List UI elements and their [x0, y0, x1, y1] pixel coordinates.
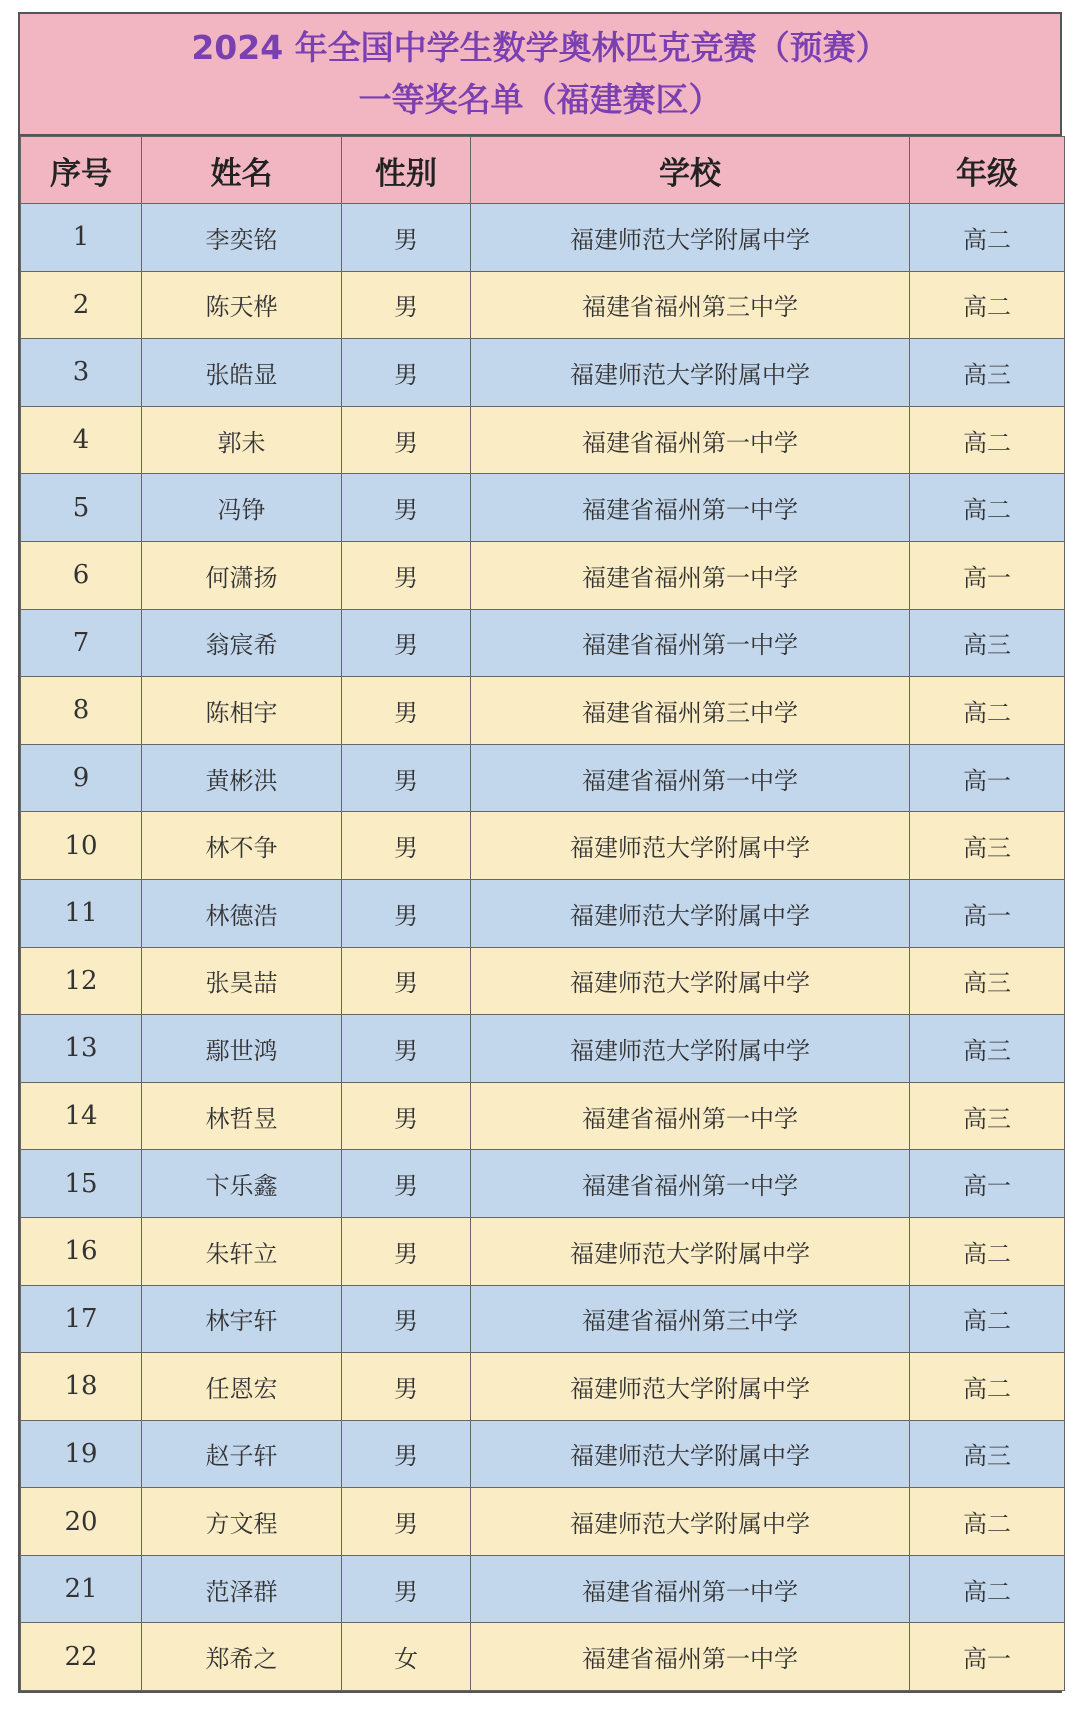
cell-index: 18 [21, 1353, 142, 1421]
cell-name: 张昊喆 [142, 947, 342, 1015]
cell-grade: 高一 [910, 744, 1065, 812]
header-school: 学校 [471, 137, 910, 204]
cell-gender: 女 [342, 1623, 471, 1691]
cell-index: 11 [21, 879, 142, 947]
cell-name: 范泽群 [142, 1555, 342, 1623]
cell-gender: 男 [342, 609, 471, 677]
cell-name: 郭未 [142, 406, 342, 474]
cell-grade: 高二 [910, 474, 1065, 542]
cell-grade: 高三 [910, 1015, 1065, 1083]
cell-index: 16 [21, 1217, 142, 1285]
cell-grade: 高一 [910, 541, 1065, 609]
cell-grade: 高二 [910, 1488, 1065, 1556]
cell-grade: 高二 [910, 204, 1065, 272]
cell-school: 福建省福州第一中学 [471, 541, 910, 609]
cell-grade: 高二 [910, 1285, 1065, 1353]
table-row [21, 1150, 1065, 1218]
table-row [21, 1488, 1065, 1556]
title-line-1: 2024 年全国中学生数学奥林匹克竞赛（预赛） [191, 28, 889, 67]
cell-school: 福建省福州第一中学 [471, 406, 910, 474]
cell-gender: 男 [342, 1015, 471, 1083]
table-row [21, 1420, 1065, 1488]
table-row [21, 204, 1065, 272]
cell-index: 6 [21, 541, 142, 609]
cell-name: 赵子轩 [142, 1420, 342, 1488]
cell-gender: 男 [342, 339, 471, 407]
cell-gender: 男 [342, 947, 471, 1015]
cell-name: 方文程 [142, 1488, 342, 1556]
table-row [21, 677, 1065, 745]
cell-index: 15 [21, 1150, 142, 1218]
table-row [21, 1353, 1065, 1421]
cell-name: 郑希之 [142, 1623, 342, 1691]
cell-grade: 高一 [910, 879, 1065, 947]
table-row [21, 1082, 1065, 1150]
cell-school: 福建师范大学附属中学 [471, 1217, 910, 1285]
cell-school: 福建师范大学附属中学 [471, 204, 910, 272]
cell-school: 福建省福州第一中学 [471, 609, 910, 677]
award-list-sheet [18, 12, 1062, 1693]
cell-gender: 男 [342, 406, 471, 474]
cell-name: 何潇扬 [142, 541, 342, 609]
cell-index: 8 [21, 677, 142, 745]
cell-name: 翁宸希 [142, 609, 342, 677]
table-row [21, 812, 1065, 880]
cell-index: 17 [21, 1285, 142, 1353]
cell-index: 7 [21, 609, 142, 677]
cell-gender: 男 [342, 541, 471, 609]
header-name: 姓名 [142, 137, 342, 204]
cell-school: 福建省福州第一中学 [471, 744, 910, 812]
award-table [20, 136, 1065, 1691]
cell-school: 福建省福州第三中学 [471, 677, 910, 745]
cell-index: 10 [21, 812, 142, 880]
cell-index: 22 [21, 1623, 142, 1691]
cell-gender: 男 [342, 1285, 471, 1353]
header-index: 序号 [21, 137, 142, 204]
cell-school: 福建省福州第三中学 [471, 271, 910, 339]
table-row [21, 1015, 1065, 1083]
cell-name: 陈相宇 [142, 677, 342, 745]
cell-name: 林宇轩 [142, 1285, 342, 1353]
cell-school: 福建师范大学附属中学 [471, 1488, 910, 1556]
cell-grade: 高三 [910, 609, 1065, 677]
cell-index: 5 [21, 474, 142, 542]
cell-gender: 男 [342, 812, 471, 880]
table-row [21, 339, 1065, 407]
cell-index: 21 [21, 1555, 142, 1623]
cell-grade: 高一 [910, 1623, 1065, 1691]
cell-name: 朱轩立 [142, 1217, 342, 1285]
cell-index: 20 [21, 1488, 142, 1556]
table-row [21, 744, 1065, 812]
header-gender: 性别 [342, 137, 471, 204]
cell-school: 福建师范大学附属中学 [471, 339, 910, 407]
cell-grade: 高三 [910, 812, 1065, 880]
cell-index: 1 [21, 204, 142, 272]
cell-gender: 男 [342, 1353, 471, 1421]
cell-grade: 高二 [910, 1555, 1065, 1623]
title-banner [20, 14, 1060, 136]
cell-grade: 高二 [910, 1353, 1065, 1421]
cell-grade: 高二 [910, 406, 1065, 474]
cell-gender: 男 [342, 1555, 471, 1623]
cell-gender: 男 [342, 677, 471, 745]
cell-school: 福建省福州第一中学 [471, 1555, 910, 1623]
cell-gender: 男 [342, 879, 471, 947]
table-row [21, 1285, 1065, 1353]
cell-name: 林德浩 [142, 879, 342, 947]
table-row [21, 1217, 1065, 1285]
cell-school: 福建省福州第一中学 [471, 474, 910, 542]
table-row [21, 541, 1065, 609]
cell-grade: 高二 [910, 271, 1065, 339]
cell-gender: 男 [342, 1488, 471, 1556]
cell-index: 13 [21, 1015, 142, 1083]
cell-name: 林哲昱 [142, 1082, 342, 1150]
cell-name: 黄彬洪 [142, 744, 342, 812]
cell-gender: 男 [342, 1150, 471, 1218]
cell-gender: 男 [342, 744, 471, 812]
cell-name: 冯铮 [142, 474, 342, 542]
cell-grade: 高三 [910, 1082, 1065, 1150]
cell-school: 福建省福州第三中学 [471, 1285, 910, 1353]
table-row [21, 879, 1065, 947]
cell-grade: 高二 [910, 677, 1065, 745]
cell-grade: 高三 [910, 339, 1065, 407]
cell-index: 2 [21, 271, 142, 339]
cell-grade: 高一 [910, 1150, 1065, 1218]
table-body [21, 204, 1065, 1691]
cell-name: 任恩宏 [142, 1353, 342, 1421]
cell-school: 福建省福州第一中学 [471, 1082, 910, 1150]
cell-gender: 男 [342, 1217, 471, 1285]
cell-gender: 男 [342, 474, 471, 542]
cell-gender: 男 [342, 1082, 471, 1150]
cell-school: 福建师范大学附属中学 [471, 812, 910, 880]
cell-index: 4 [21, 406, 142, 474]
cell-index: 12 [21, 947, 142, 1015]
cell-name: 卞乐鑫 [142, 1150, 342, 1218]
table-row [21, 1623, 1065, 1691]
table-row [21, 271, 1065, 339]
cell-school: 福建省福州第一中学 [471, 1150, 910, 1218]
cell-school: 福建师范大学附属中学 [471, 879, 910, 947]
cell-school: 福建师范大学附属中学 [471, 947, 910, 1015]
cell-school: 福建师范大学附属中学 [471, 1353, 910, 1421]
table-row [21, 474, 1065, 542]
header-grade: 年级 [910, 137, 1065, 204]
cell-index: 9 [21, 744, 142, 812]
cell-school: 福建师范大学附属中学 [471, 1420, 910, 1488]
cell-name: 李奕铭 [142, 204, 342, 272]
table-header-row [21, 137, 1065, 204]
cell-gender: 男 [342, 1420, 471, 1488]
table-row [21, 1555, 1065, 1623]
cell-name: 陈天桦 [142, 271, 342, 339]
table-row [21, 947, 1065, 1015]
title-line-2: 一等奖名单（福建赛区） [358, 80, 722, 119]
cell-name: 鄢世鸿 [142, 1015, 342, 1083]
cell-grade: 高二 [910, 1217, 1065, 1285]
cell-index: 3 [21, 339, 142, 407]
cell-school: 福建师范大学附属中学 [471, 1015, 910, 1083]
cell-gender: 男 [342, 204, 471, 272]
cell-grade: 高三 [910, 1420, 1065, 1488]
cell-school: 福建省福州第一中学 [471, 1623, 910, 1691]
cell-name: 张皓显 [142, 339, 342, 407]
cell-index: 14 [21, 1082, 142, 1150]
table-row [21, 609, 1065, 677]
cell-name: 林不争 [142, 812, 342, 880]
cell-gender: 男 [342, 271, 471, 339]
cell-index: 19 [21, 1420, 142, 1488]
cell-grade: 高三 [910, 947, 1065, 1015]
table-row [21, 406, 1065, 474]
